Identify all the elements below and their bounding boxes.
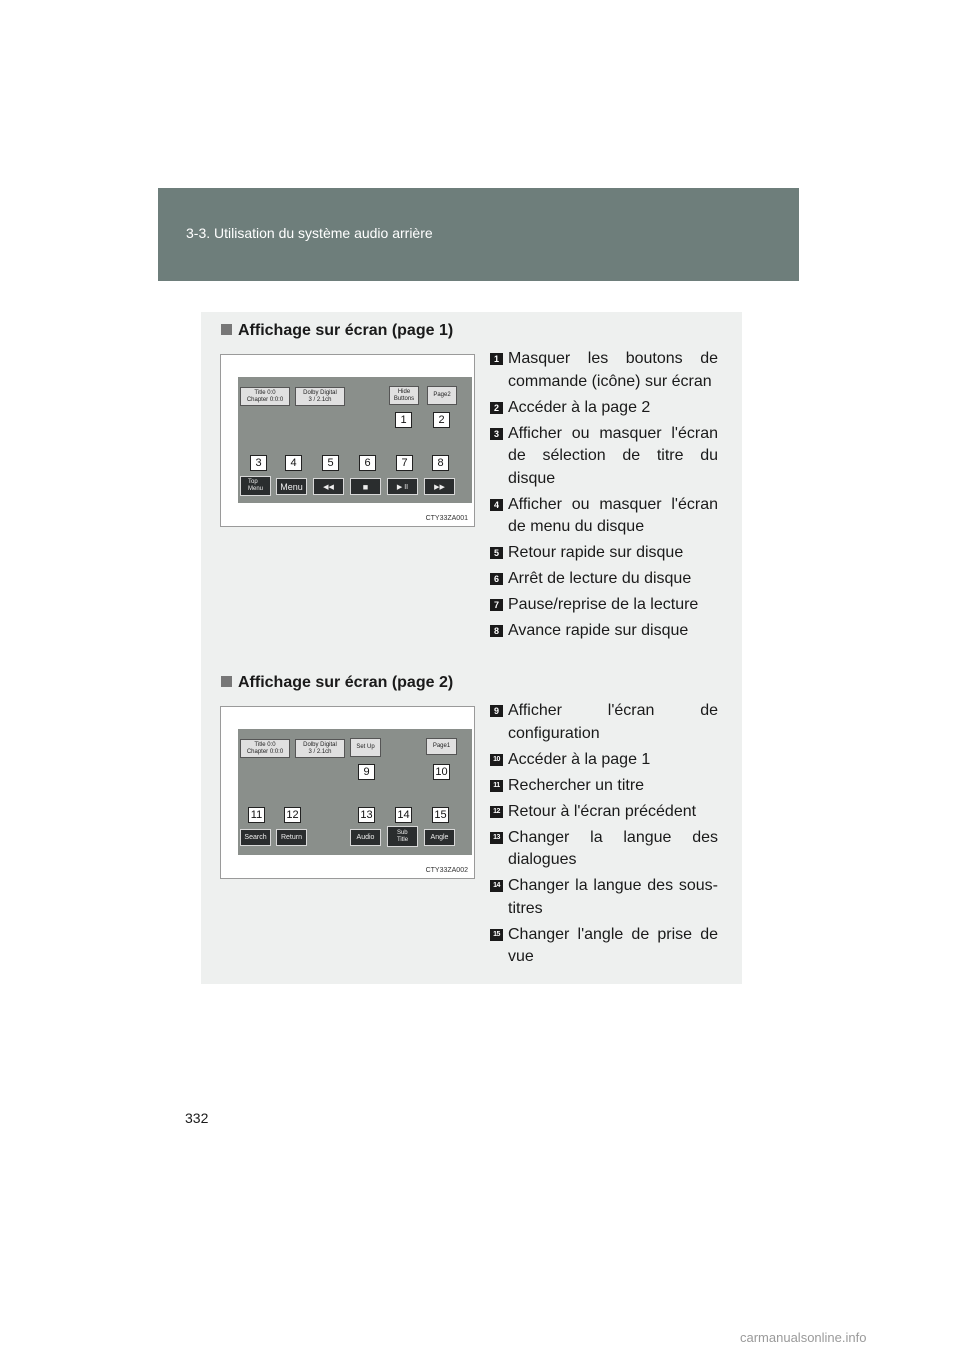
legend-item — [490, 348, 718, 393]
item-number-badge: 7 — [490, 599, 503, 611]
item-text: Rechercher un titre — [508, 776, 645, 794]
callout-10: 10 — [433, 764, 450, 780]
image-code-1: CTY33ZA001 — [425, 515, 468, 522]
legend-item — [490, 801, 718, 824]
legend-item — [490, 397, 718, 420]
item-text: Afficher ou masquer l'écran de menu du disque — [508, 495, 718, 535]
legend-list-page2 — [490, 700, 718, 972]
callout-3: 3 — [250, 455, 267, 471]
item-text: Changer la langue des sous-titres — [508, 877, 718, 917]
menu-button[interactable]: Menu — [276, 478, 307, 495]
pause-play-button[interactable]: ▶ II — [387, 478, 418, 495]
legend-item — [490, 827, 718, 872]
item-number-badge: 8 — [490, 625, 503, 637]
section-title: 3-3. Utilisation du système audio arrière — [186, 225, 433, 241]
title-chapter-label: Title 0:0 Chapter 0:0:0 — [240, 739, 290, 758]
content-panel — [201, 312, 742, 984]
audio-format-label: Dolby Digital 3 / 2.1ch — [295, 387, 345, 406]
callout-2: 2 — [433, 412, 450, 428]
setup-button[interactable]: Set Up — [350, 738, 381, 757]
angle-button[interactable]: Angle — [424, 829, 455, 846]
item-text: Changer la langue des dialogues — [508, 828, 718, 868]
page1-button[interactable]: Page1 — [426, 738, 457, 755]
callout-5: 5 — [322, 455, 339, 471]
callout-15: 15 — [432, 807, 449, 823]
item-number-badge: 2 — [490, 402, 503, 414]
callout-4: 4 — [285, 455, 302, 471]
item-text: Afficher l'écran de configuration — [508, 702, 718, 742]
item-text: Accéder à la page 1 — [508, 750, 651, 768]
callout-8: 8 — [432, 455, 449, 471]
legend-item — [490, 924, 718, 969]
title-chapter-label: Title 0:0 Chapter 0:0:0 — [240, 387, 290, 406]
image-code-2: CTY33ZA002 — [425, 867, 468, 874]
callout-9: 9 — [358, 764, 375, 780]
item-number-badge: 12 — [490, 806, 503, 818]
hide-buttons-button[interactable]: Hide Buttons — [389, 386, 419, 405]
item-text: Retour rapide sur disque — [508, 544, 684, 561]
legend-list-page1 — [490, 348, 718, 646]
audio-button[interactable]: Audio — [350, 829, 381, 846]
item-number-badge: 6 — [490, 573, 503, 585]
item-text: Changer l'angle de prise de vue — [508, 925, 718, 965]
search-button[interactable]: Search — [240, 829, 271, 846]
callout-14: 14 — [395, 807, 412, 823]
screen-page2 — [238, 729, 472, 855]
item-number-badge: 5 — [490, 547, 503, 559]
callout-6: 6 — [359, 455, 376, 471]
item-number-badge: 10 — [490, 754, 503, 766]
item-text: Arrêt de lecture du disque — [508, 570, 692, 587]
item-number-badge: 14 — [490, 880, 503, 892]
item-text: Accéder à la page 2 — [508, 398, 651, 416]
return-button[interactable]: Return — [276, 829, 307, 846]
figure-page1 — [220, 354, 475, 527]
legend-item — [490, 594, 718, 617]
fast-forward-button[interactable]: ▶▶ — [424, 478, 455, 495]
legend-item — [490, 542, 718, 565]
watermark: carmanualsonline.info — [740, 1330, 867, 1345]
page-number: 332 — [185, 1110, 209, 1126]
item-number-badge: 13 — [490, 832, 503, 844]
legend-item — [490, 775, 718, 798]
item-number-badge: 1 — [490, 353, 503, 365]
callout-1: 1 — [395, 412, 412, 428]
item-number-badge: 11 — [490, 780, 503, 792]
callout-11: 11 — [248, 807, 265, 823]
item-number-badge: 15 — [490, 929, 503, 941]
legend-item — [490, 875, 718, 920]
callout-12: 12 — [284, 807, 301, 823]
figure-page2 — [220, 706, 475, 879]
page2-button[interactable]: Page2 — [427, 386, 457, 405]
legend-item — [490, 700, 718, 745]
square-bullet-icon — [221, 324, 232, 335]
section-heading-page1: Affichage sur écran (page 1) — [221, 322, 453, 340]
top-menu-button[interactable]: Top Menu — [240, 476, 271, 496]
legend-item — [490, 620, 718, 643]
screen-page1 — [238, 377, 472, 503]
item-number-badge: 4 — [490, 499, 503, 511]
item-text: Afficher ou masquer l'écran de sélection de titre du disque — [508, 424, 718, 487]
legend-item — [490, 568, 718, 591]
item-text: Pause/reprise de la lecture — [508, 596, 699, 613]
item-number-badge: 9 — [490, 705, 503, 717]
audio-format-label: Dolby Digital 3 / 2.1ch — [295, 739, 345, 758]
stop-button[interactable]: ■ — [350, 478, 381, 495]
square-bullet-icon — [221, 676, 232, 687]
item-text: Masquer les boutons de commande (icône) sur écran — [508, 350, 718, 390]
item-text: Avance rapide sur disque — [508, 622, 689, 639]
legend-item — [490, 423, 718, 491]
section-heading-page2: Affichage sur écran (page 2) — [221, 674, 453, 692]
item-text: Retour à l'écran précédent — [508, 802, 697, 820]
item-number-badge: 3 — [490, 428, 503, 440]
callout-7: 7 — [396, 455, 413, 471]
subtitle-button[interactable]: Sub Title — [387, 826, 418, 847]
legend-item — [490, 494, 718, 539]
rewind-button[interactable]: ◀◀ — [313, 478, 344, 495]
legend-item — [490, 749, 718, 772]
callout-13: 13 — [358, 807, 375, 823]
section-header — [158, 188, 799, 281]
